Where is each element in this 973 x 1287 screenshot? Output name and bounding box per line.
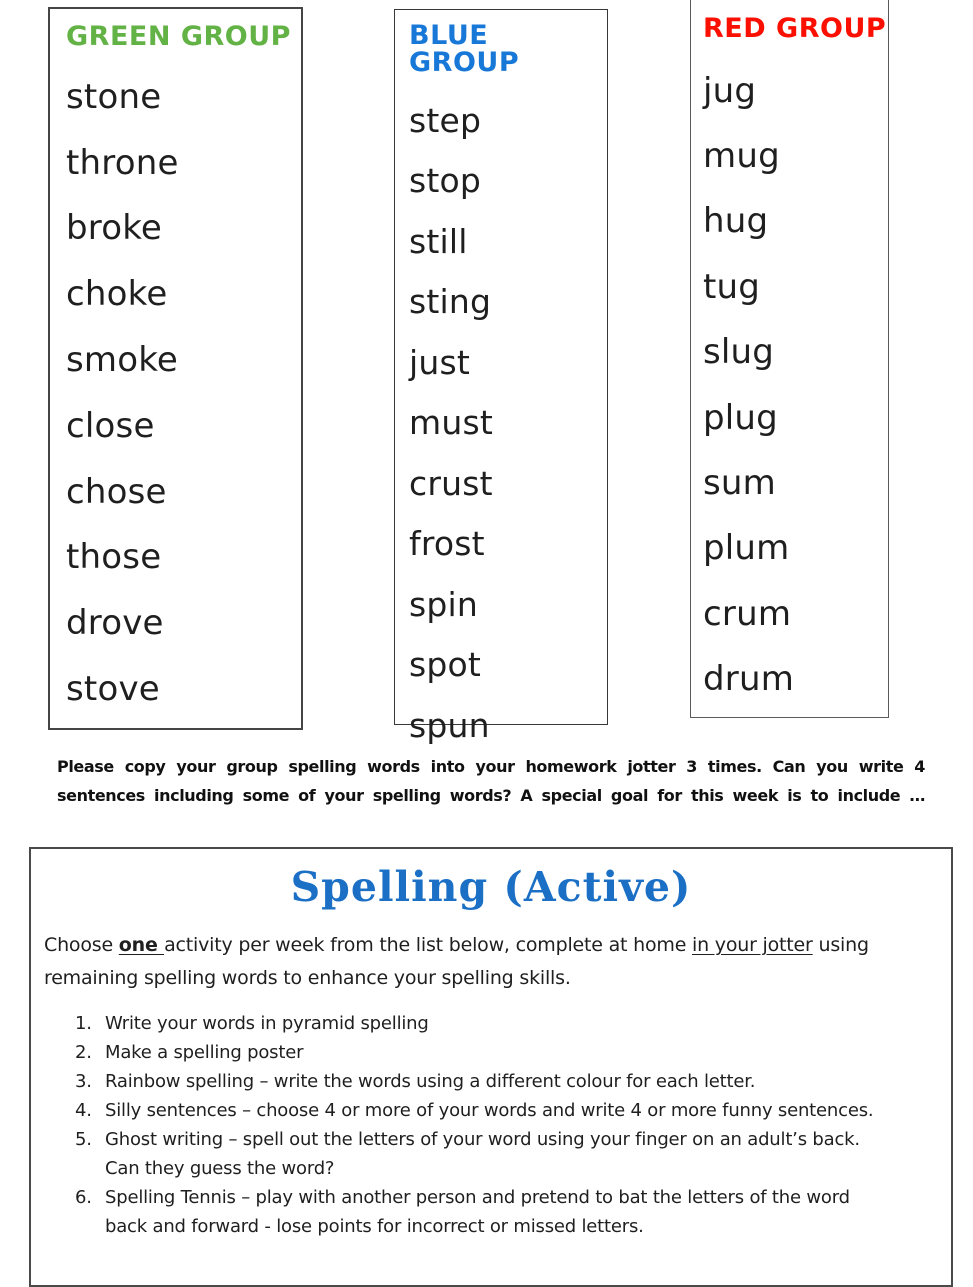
word-box-blue <box>394 9 608 745</box>
word-item: hug <box>703 201 769 242</box>
intro-text-segment: remaining spelling words to enhance your spelling skills. <box>44 967 571 989</box>
word-item: must <box>409 403 493 443</box>
word-item: frost <box>409 524 485 564</box>
word-item: mug <box>703 136 780 177</box>
word-item: plum <box>703 528 790 569</box>
activity-text <box>105 1096 951 1125</box>
copy-instruction-line: sentences including some of your spelling words? A special goal for this week is to include … <box>57 786 925 805</box>
activity-number: 4. <box>75 1100 92 1121</box>
activity-text-line: Rainbow spelling – write the words using a different colour for each letter. <box>105 1071 756 1092</box>
activity-number: 2. <box>75 1042 92 1063</box>
activity-item <box>75 1038 951 1067</box>
word-list-blue <box>395 90 607 756</box>
word-item: plug <box>703 397 778 438</box>
activity-item <box>75 1009 951 1038</box>
word-item: stone <box>66 76 162 117</box>
word-item: drove <box>66 603 164 644</box>
word-item: throne <box>66 142 179 183</box>
spelling-active-box <box>29 847 953 1287</box>
word-item: stove <box>66 669 160 710</box>
group-title-blue: BLUE GROUP <box>409 20 520 78</box>
word-item: chose <box>66 471 167 512</box>
word-item: sum <box>703 463 776 504</box>
intro-paragraph <box>44 929 951 995</box>
word-item: jug <box>703 70 757 111</box>
activity-text <box>105 1067 951 1096</box>
word-item: sting <box>409 282 492 322</box>
group-title-red: RED GROUP <box>703 13 887 44</box>
activity-text-line: Spelling Tennis – play with another person and pretend to bat the letters of the word <box>105 1187 850 1208</box>
word-box-red <box>690 0 889 718</box>
activity-text-line: Make a spelling poster <box>105 1042 304 1063</box>
word-item: step <box>409 100 482 140</box>
word-item: broke <box>66 208 163 249</box>
word-item: crust <box>409 463 493 503</box>
activity-item <box>75 1125 951 1183</box>
copy-instruction-line: Please copy your group spelling words into your homework jotter 3 times. Can you write 4 <box>57 757 925 776</box>
word-item: still <box>409 221 468 261</box>
word-list-green <box>50 64 301 722</box>
intro-text-segment: activity per week from the list below, complete at home <box>164 934 693 956</box>
intro-text-segment: using <box>812 934 869 956</box>
intro-line <box>44 929 951 962</box>
activities-list <box>75 1009 951 1241</box>
word-item: tug <box>703 266 761 307</box>
word-item: those <box>66 537 162 578</box>
activity-text <box>105 1183 951 1241</box>
activity-text-line: Ghost writing – spell out the letters of your word using your finger on an adult’s back. <box>105 1129 860 1150</box>
activity-text <box>105 1009 951 1038</box>
word-item: close <box>66 405 155 446</box>
activity-text <box>105 1038 951 1067</box>
activity-text-line: Can they guess the word? <box>105 1158 335 1179</box>
spelling-active-title: Spelling (Active) <box>290 863 692 911</box>
activity-item <box>75 1096 951 1125</box>
intro-text-segment: Choose <box>44 934 119 956</box>
copy-instruction <box>57 752 925 810</box>
activity-text <box>105 1125 951 1183</box>
word-item: crum <box>703 593 792 634</box>
word-item: slug <box>703 332 775 373</box>
word-item: spot <box>409 645 482 685</box>
word-item: stop <box>409 161 482 201</box>
activity-item <box>75 1067 951 1096</box>
word-item: spun <box>409 705 490 745</box>
activity-number: 6. <box>75 1187 92 1208</box>
word-box-green <box>48 7 303 730</box>
activity-number: 3. <box>75 1071 92 1092</box>
intro-text-segment: in your jotter <box>692 934 813 956</box>
word-item: drum <box>703 659 795 700</box>
group-title-green: GREEN GROUP <box>66 21 291 52</box>
activity-item <box>75 1183 951 1241</box>
word-item: just <box>409 342 471 382</box>
activity-number: 5. <box>75 1129 92 1150</box>
word-list-red <box>691 58 888 712</box>
word-item: spin <box>409 584 479 624</box>
activity-number: 1. <box>75 1013 92 1034</box>
activity-text-line: Silly sentences – choose 4 or more of your words and write 4 or more funny sentences. <box>105 1100 874 1121</box>
word-item: choke <box>66 274 168 315</box>
activity-text-line: back and forward - lose points for incorrect or missed letters. <box>105 1216 644 1237</box>
word-item: smoke <box>66 340 179 381</box>
intro-text-segment: one <box>118 934 165 956</box>
intro-line <box>44 962 951 995</box>
activity-text-line: Write your words in pyramid spelling <box>105 1013 429 1034</box>
